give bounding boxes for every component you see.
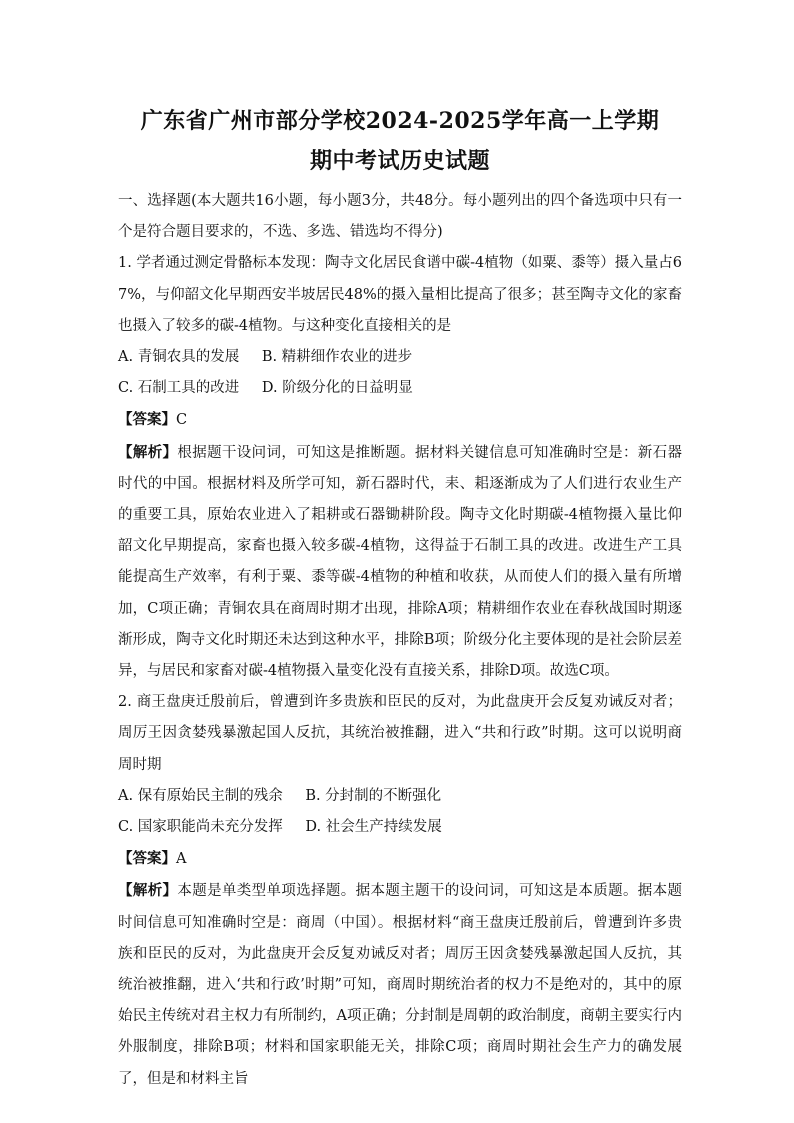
question-1-answer: [118, 404, 682, 436]
question-2-answer: [118, 843, 682, 875]
q1-option-d: D. 阶级分化的日益明显: [261, 380, 413, 397]
question-2-options-row-2: [118, 812, 682, 843]
q2-option-c: C. 国家职能尚未充分发挥: [118, 819, 283, 836]
question-1-options-row-1: [118, 342, 682, 373]
q2-answer-value: A: [176, 851, 187, 868]
q2-option-b: B. 分封制的不断强化: [305, 787, 442, 804]
q1-answer-value: C: [176, 412, 188, 429]
question-2-options-row-1: [118, 781, 682, 812]
q1-analysis-text: 根据题干设问词，可知这是推断题。据材料关键信息可知准确时空是：新石器时代的中国。根据材料及所学可知，新石器时代，耒、耜逐渐成为了人们进行农业生产的重要工具，原始农业进入了耜耕或石器锄耕阶段。陶寺文化时期碳-4植物摄入量比仰韶文化早期提高，家畜也摄入较多碳-4植物，这得益于石制工具的改进。改进生产工具能提高生产效率，有利于粟、黍等碳-4植物的种植和收获，从而使人们的摄入量有所增加，C项正确；青铜农具在商周时期才出现，排除A项；精耕细作农业在春秋战国时期逐渐形成，陶寺文化时期还未达到这种水平，排除B项；阶级分化主要体现的是社会阶层差异，与居民和家畜对碳-4植物摄入量变化没有直接关系，排除D项。故选C项。: [118, 444, 682, 680]
q1-option-a: A. 青铜农具的发展: [118, 349, 240, 366]
page-subtitle: 期中考试历史试题: [309, 148, 490, 174]
question-1-analysis: [118, 437, 682, 688]
q1-option-b: B. 精耕细作农业的进步: [261, 349, 413, 366]
question-1-stem: 1. 学者通过测定骨骼标本发现：陶寺文化居民食谱中碳-4植物（如粟、黍等）摄入量占67%，与仰韶文化早期西安半坡居民48%的摄入量相比提高了很多；甚至陶寺文化的家畜也摄入了较多的碳-4植物。与这种变化直接相关的是: [118, 255, 682, 334]
section-header: 一、选择题(本大题共16小题，每小题3分，共48分。每小题列出的四个备选项中只有一个是符合题目要求的，不选、多选、错选均不得分): [118, 193, 682, 241]
q1-answer-label: 【答案】: [118, 411, 176, 429]
q1-option-c: C. 石制工具的改进: [118, 380, 240, 397]
q2-answer-label: 【答案】: [118, 850, 176, 868]
q2-analysis-label: 【解析】: [118, 882, 178, 900]
q2-analysis-text: 本题是单类型单项选择题。据本题主题干的设问词，可知这是本质题。据本题时间信息可知准确时空是：商周（中国）。根据材料“商王盘庚迁殷前后，曾遭到许多贵族和臣民的反对，为此盘庚开会反复劝诫反对者；周厉王因贪婪残暴激起国人反抗，其统治被推翻，进入‘共和行政’时期”可知，商周时期统治者的权力不是绝对的，其中的原始民主传统对君主权力有所制约，A项正确；分封制是周朝的政治制度，商朝主要实行内外服制度，排除B项；材料和国家职能无关，排除C项；商周时期社会生产力的确发展了，但是和材料主旨: [118, 883, 682, 1087]
q1-analysis-label: 【解析】: [118, 443, 178, 461]
question-2-analysis: [118, 875, 682, 1094]
q2-option-d: D. 社会生产持续发展: [305, 819, 442, 836]
question-1-options-row-2: [118, 373, 682, 404]
q2-option-a: A. 保有原始民主制的残余: [118, 787, 283, 804]
page-title: 广东省广州市部分学校2024-2025学年高一上学期: [140, 108, 660, 134]
question-2-stem: 2. 商王盘庚迁殷前后，曾遭到许多贵族和臣民的反对，为此盘庚开会反复劝诫反对者；周厉王因贪婪残暴激起国人反抗，其统治被推翻，进入“共和行政”时期。这可以说明商周时期: [118, 694, 682, 773]
